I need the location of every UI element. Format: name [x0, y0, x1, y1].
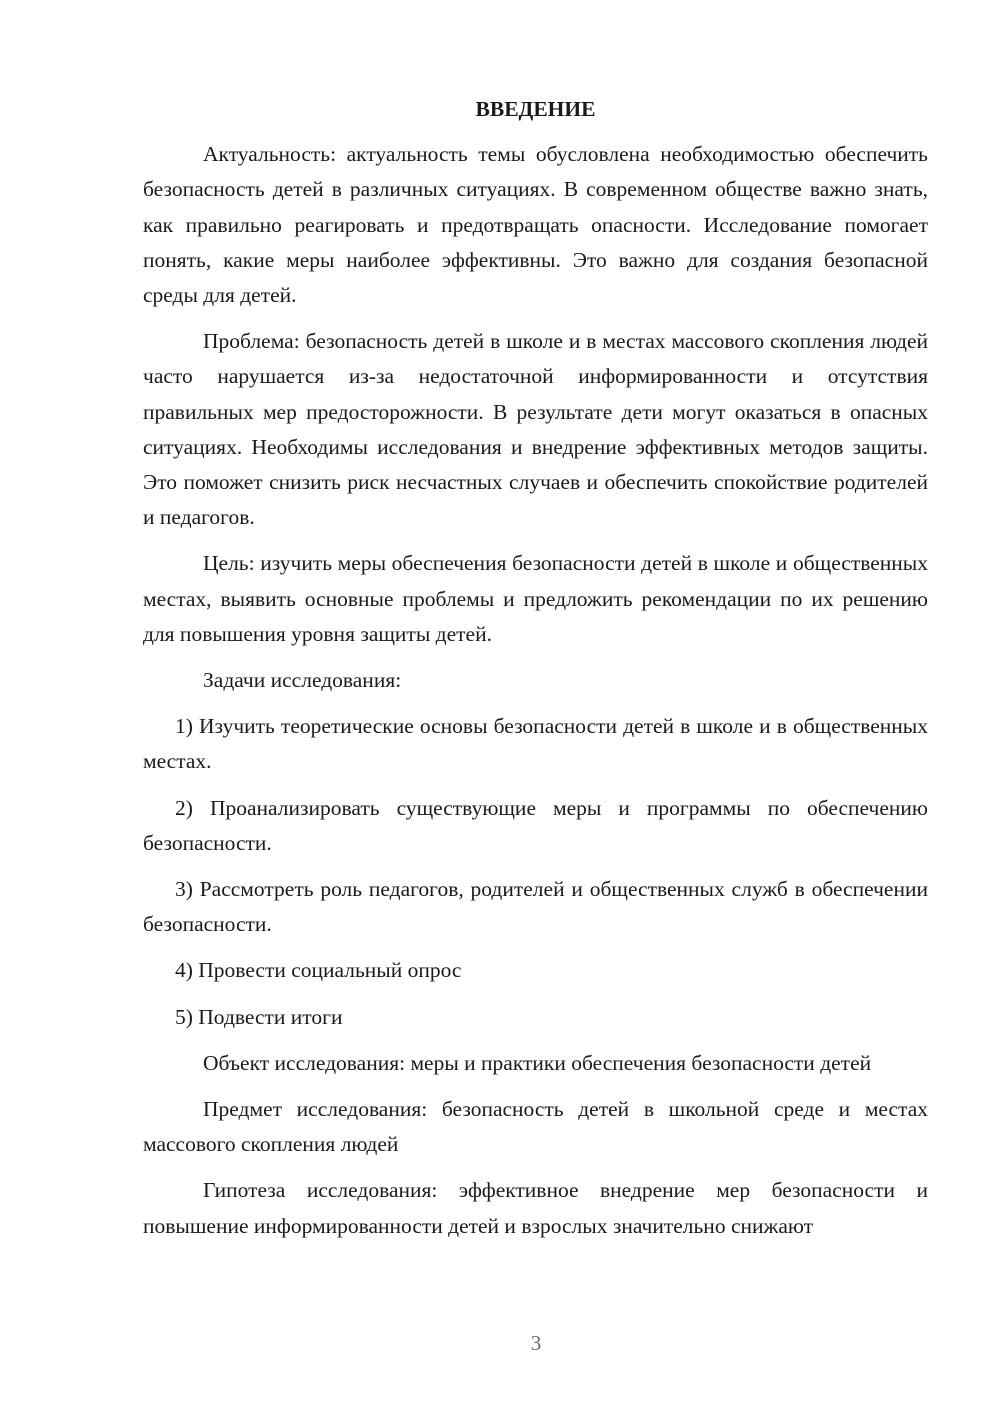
section-title: ВВЕДЕНИЕ	[475, 97, 596, 121]
paragraph-goal: Цель: изучить меры обеспечения безопасности детей в школе и общественных местах, выявить основные проблемы и предложить рекомендации по их решению для повышения уровня защиты детей.	[143, 551, 928, 646]
document-page	[143, 92, 928, 1244]
task-item-5: 5) Подвести итоги	[175, 1004, 343, 1029]
task-item-3: 3) Рассмотреть роль педагогов, родителей и общественных служб в обеспечении безопасности.	[143, 877, 928, 937]
paragraph-tasks-heading: Задачи исследования:	[203, 668, 402, 693]
task-item-4: 4) Провести социальный опрос	[175, 958, 462, 983]
task-item-2: 2) Проанализировать существующие меры и программы по обеспечению безопасности.	[143, 795, 928, 855]
task-item-1: 1) Изучить теоретические основы безопасности детей в школе и в общественных местах.	[143, 714, 928, 774]
page-number: 3	[530, 1331, 542, 1355]
paragraph-problem: Проблема: безопасность детей в школе и в местах массового скопления людей часто нарушается из-за недостаточной информированности и отсутствия правильных мер предосторожности. В результате дети могут оказаться в опасных ситуациях. Необходимы исследования и внедрение эффективных методов защиты. Это поможет снизить риск несчастных случаев и обеспечить спокойствие родителей и педагогов.	[143, 329, 928, 530]
paragraph-subject: Предмет исследования: безопасность детей в школьной среде и местах массового скопления людей	[143, 1097, 928, 1157]
paragraph-hypothesis: Гипотеза исследования: эффективное внедрение мер безопасности и повышение информированности детей и взрослых значительно снижают	[143, 1178, 928, 1238]
paragraph-relevance: Актуальность: актуальность темы обусловлена необходимостью обеспечить безопасность детей в различных ситуациях. В современном обществе важно знать, как правильно реагировать и предотвращать опасности. Исследование помогает понять, какие меры наиболее эффективны. Это важно для создания безопасной среды для детей.	[143, 142, 928, 308]
paragraph-object: Объект исследования: меры и практики обеспечения безопасности детей	[203, 1050, 872, 1075]
